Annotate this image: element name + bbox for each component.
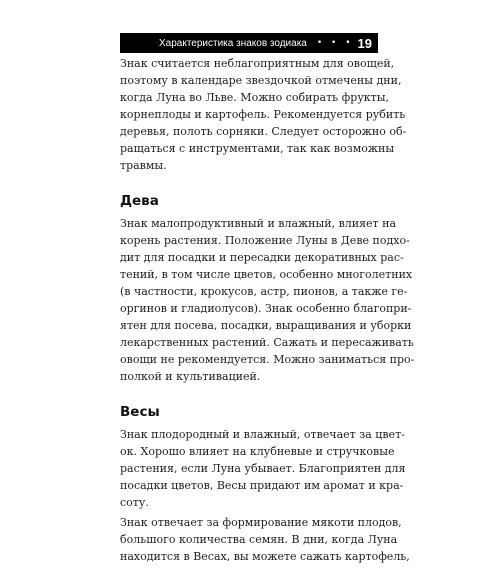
text-line: (в частности, крокусов, астр, пионов, а также ге-	[120, 285, 408, 298]
text-line: деревья, полоть сорняки. Следует осторожно об-	[120, 125, 407, 138]
text-line: поэтому в календаре звездочкой отмечены дни,	[120, 74, 402, 87]
text-line: ращаться с инструментами, так как возможны	[120, 142, 395, 155]
text-line: полкой и культивацией.	[120, 370, 261, 383]
text-line: Знак плодородный и влажный, отвечает за цвет-	[120, 428, 405, 441]
text-line: когда Луна во Льве. Можно собирать фрукты,	[120, 91, 390, 104]
text-line: Знак отвечает за формирование мякоти плодов,	[120, 516, 402, 529]
text-column	[120, 55, 415, 568]
text-line: большого количества семян. В дни, когда Луна	[120, 533, 398, 546]
text-line: травмы.	[120, 159, 167, 172]
header-dots: • • •	[316, 38, 354, 48]
libra-paragraph-1	[120, 426, 406, 511]
intro-paragraph	[120, 55, 407, 174]
header-title: Характеристика знаков зодиака	[158, 37, 307, 49]
virgo-paragraph	[120, 215, 415, 385]
text-line: тений, в том числе цветов, особенно многолетних	[120, 268, 413, 281]
text-line: ок. Хорошо влияет на клубневые и стручковые	[120, 445, 395, 458]
text-line: Знак малопродуктивный и влажный, влияет на	[120, 217, 397, 230]
running-header	[120, 33, 378, 53]
libra-paragraph-2	[120, 514, 410, 565]
text-line: растения, если Луна убывает. Благоприятен для	[120, 462, 406, 475]
text-line: соту.	[120, 496, 149, 509]
section-heading-virgo: Дева	[120, 193, 159, 209]
text-line: корнеплоды и картофель. Рекомендуется рубить	[120, 108, 406, 121]
text-line: овощи не рекомендуется. Можно заниматься про-	[120, 353, 415, 366]
text-line: находится в Весах, вы можете сажать картофель,	[120, 550, 410, 563]
text-line: Знак считается неблагоприятным для овощей,	[120, 57, 395, 70]
text-line: оргинов и гладиолусов). Знак особенно благопри-	[120, 302, 412, 315]
page-number: 19	[357, 35, 372, 51]
text-line: корень растения. Положение Луны в Деве подхо-	[120, 234, 410, 247]
text-line: лекарственных растений. Сажать и пересаживать	[120, 336, 414, 349]
section-heading-libra: Весы	[120, 404, 160, 420]
text-line: дит для посадки и пересадки декоративных рас-	[120, 251, 404, 264]
text-line: посадки цветов, Весы придают им аромат и кра-	[120, 479, 404, 492]
text-line: ятен для посева, посадки, выращивания и уборки	[120, 319, 412, 332]
